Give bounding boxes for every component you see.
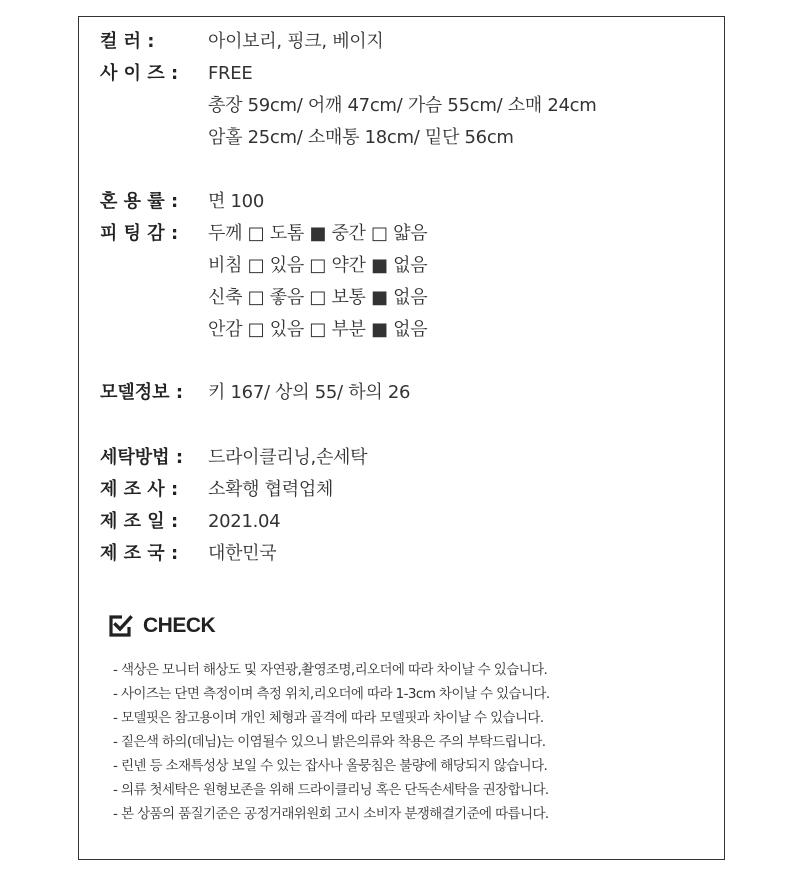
maker-label: 제 조 사 : [100, 479, 179, 500]
country-label: 제 조 국 : [100, 543, 179, 564]
size-label: 사 이 즈 : [100, 63, 179, 84]
note-item: - 사이즈는 단면 측정이며 측정 위치,리오더에 따라 1-3cm 차이날 수 있습니다. [113, 686, 550, 702]
check-title: CHECK [143, 614, 216, 637]
fit-row-lining: 안감 □ 있음 □ 부분 ■ 없음 [208, 319, 428, 340]
color-label: 컬 러 : [100, 31, 155, 52]
note-item: - 의류 첫세탁은 원형보존을 위해 드라이클리닝 혹은 단독손세탁을 권장합니다. [113, 782, 549, 798]
model-label: 모델정보 : [100, 382, 184, 403]
note-item: - 린넨 등 소재특성상 보일 수 있는 잡사나 올뭉침은 불량에 해당되지 않습니다. [113, 758, 548, 774]
wash-value: 드라이클리닝,손세탁 [208, 447, 368, 468]
date-value: 2021.04 [208, 511, 281, 532]
maker-value: 소확행 협력업체 [208, 479, 334, 500]
fit-row-thickness: 두께 □ 도톰 ■ 중간 □ 얇음 [208, 223, 428, 244]
check-notes-list [113, 658, 723, 826]
note-item: - 색상은 모니터 해상도 및 자연광,촬영조명,리오더에 따라 차이날 수 있습니다. [113, 662, 548, 678]
fit-label: 피 팅 감 : [100, 223, 179, 244]
checkbox-check-icon [107, 613, 133, 639]
model-value: 키 167/ 상의 55/ 하의 26 [208, 382, 411, 403]
color-value: 아이보리, 핑크, 베이지 [208, 31, 384, 52]
note-item: - 모델핏은 참고용이며 개인 체형과 골격에 따라 모델핏과 차이날 수 있습니다. [113, 710, 544, 726]
note-item: - 본 상품의 품질기준은 공정거래위원회 고시 소비자 분쟁해결기준에 따릅니다. [113, 806, 549, 822]
check-heading [107, 611, 215, 641]
size-detail-1: 총장 59cm/ 어깨 47cm/ 가슴 55cm/ 소매 24cm [208, 95, 597, 116]
material-label: 혼 용 률 : [100, 191, 179, 212]
material-value: 면 100 [208, 191, 264, 212]
fit-row-stretch: 신축 □ 좋음 □ 보통 ■ 없음 [208, 287, 428, 308]
fit-row-sheer: 비침 □ 있음 □ 약간 ■ 없음 [208, 255, 428, 276]
size-detail-2: 암홀 25cm/ 소매통 18cm/ 밑단 56cm [208, 127, 514, 148]
size-value: FREE [208, 63, 253, 84]
note-item: - 짙은색 하의(데님)는 이염될수 있으니 밝은의류와 착용은 주의 부탁드립니다. [113, 734, 546, 750]
country-value: 대한민국 [208, 543, 277, 564]
wash-label: 세탁방법 : [100, 447, 184, 468]
date-label: 제 조 일 : [100, 511, 179, 532]
